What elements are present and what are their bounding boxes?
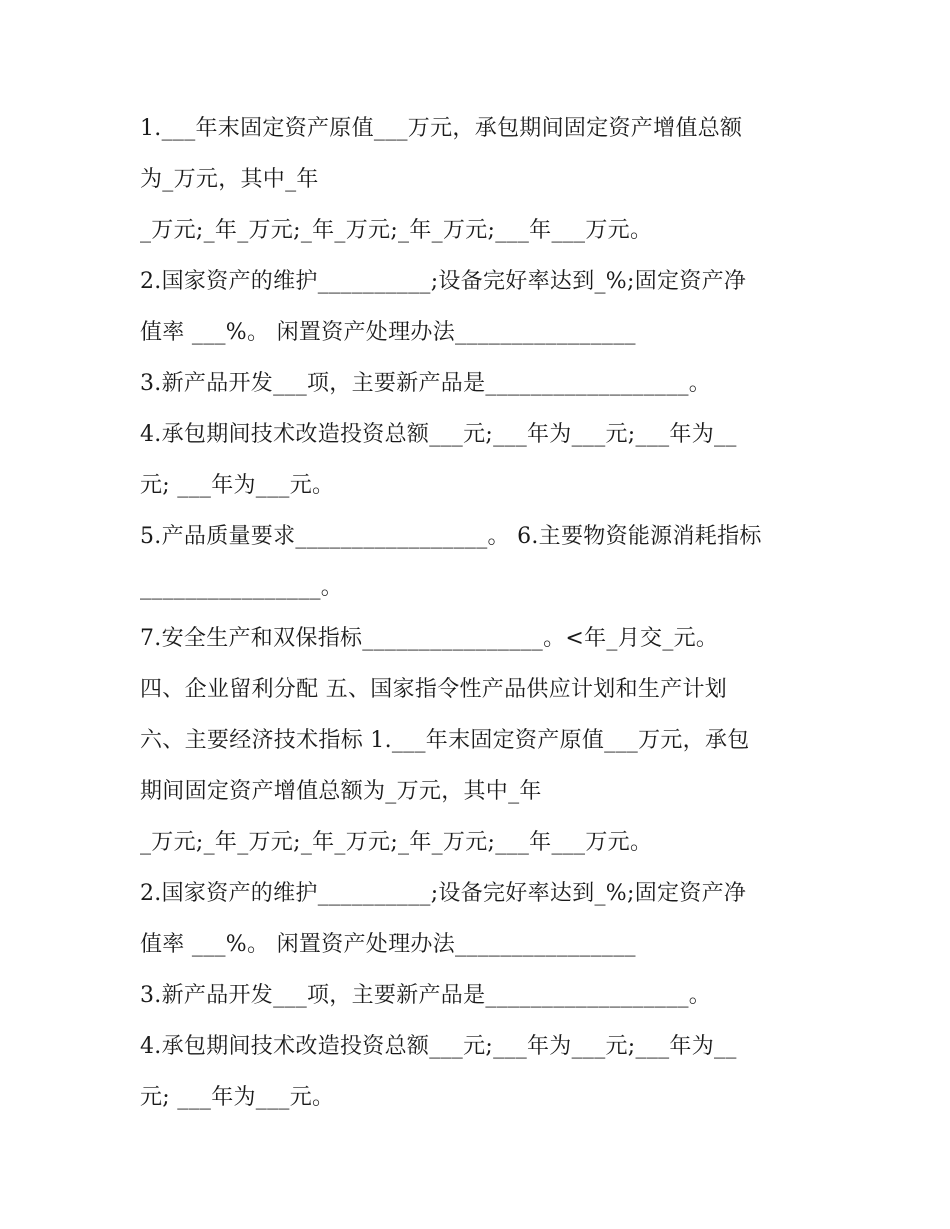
text-line-9: 5.产品质量要求_________________。 6.主要物资能源消耗指标 [140, 524, 762, 549]
text-line-8: 元; ___年为___元。 [140, 473, 335, 498]
text-line-10: ________________。 [140, 575, 344, 600]
text-line-17: 值率 ___%。 闲置资产处理办法________________ [140, 932, 636, 957]
text-line-20: 元; ___年为___元。 [140, 1085, 335, 1110]
text-line-16: 2.国家资产的维护__________;设备完好率达到_%;固定资产净 [140, 881, 747, 906]
text-line-4: 2.国家资产的维护__________;设备完好率达到_%;固定资产净 [140, 269, 747, 294]
text-line-15: _万元;_年_万元;_年_万元;_年_万元;___年___万元。 [140, 830, 653, 855]
text-line-7: 4.承包期间技术改造投资总额___元;___年为___元;___年为__ [140, 422, 737, 447]
document-body [140, 103, 820, 1123]
text-line-2: 为_万元，其中_年 [140, 167, 319, 192]
text-line-3: _万元;_年_万元;_年_万元;_年_万元;___年___万元。 [140, 218, 653, 243]
text-line-18: 3.新产品开发___项，主要新产品是__________________。 [140, 983, 712, 1008]
text-line-11: 7.安全生产和双保指标________________。<年_月交_元。 [140, 626, 719, 651]
text-line-5: 值率 ___%。 闲置资产处理办法________________ [140, 320, 636, 345]
text-line-6: 3.新产品开发___项，主要新产品是__________________。 [140, 371, 712, 396]
text-line-1: 1.___年末固定资产原值___万元，承包期间固定资产增值总额 [140, 116, 743, 141]
text-line-19: 4.承包期间技术改造投资总额___元;___年为___元;___年为__ [140, 1034, 737, 1059]
text-line-12: 四、企业留利分配 五、国家指令性产品供应计划和生产计划 [140, 677, 728, 702]
text-line-13: 六、主要经济技术指标 1.___年末固定资产原值___万元，承包 [140, 728, 750, 753]
text-line-14: 期间固定资产增值总额为_万元，其中_年 [140, 779, 542, 804]
